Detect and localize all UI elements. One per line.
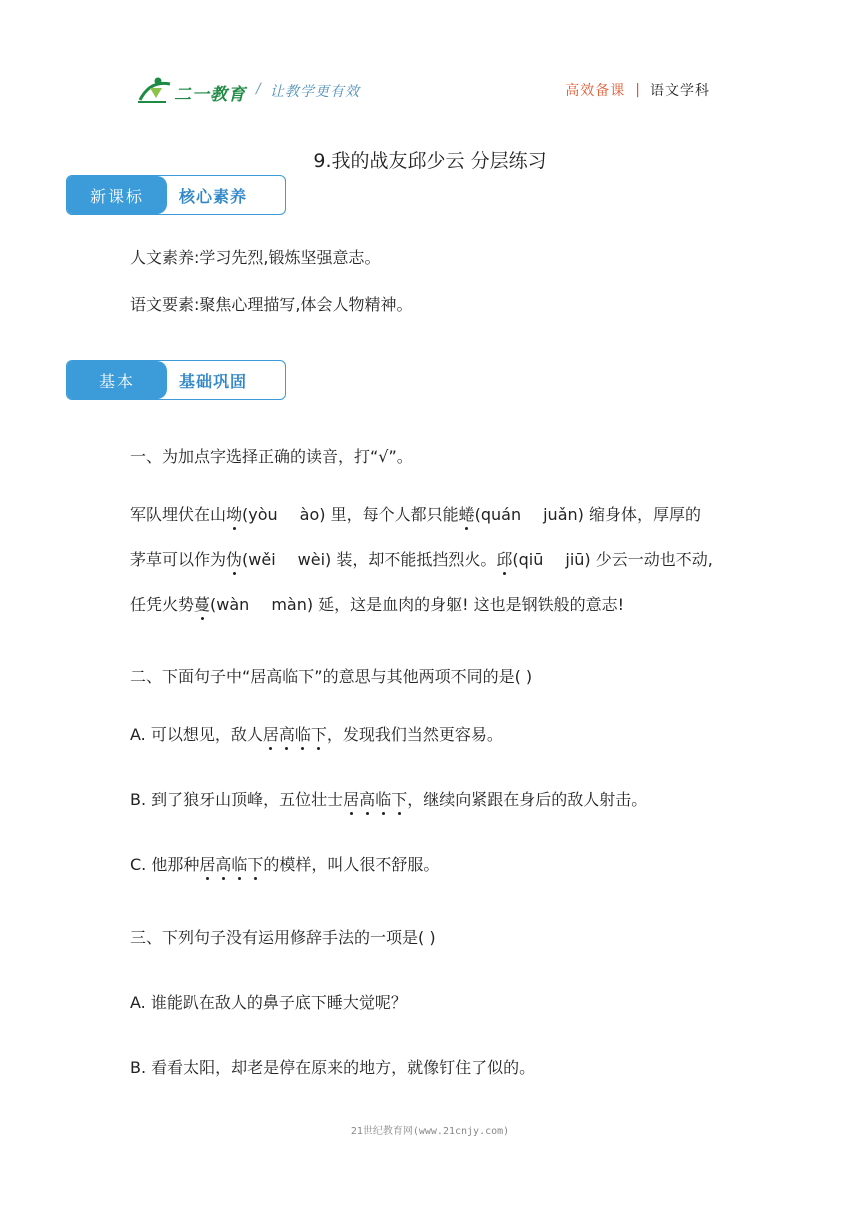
section-tag-right: 核心素养	[179, 186, 248, 206]
pinyin-option: (qiū	[512, 550, 544, 569]
slogan: 让教学更有效	[270, 84, 360, 100]
dotted-char: 高	[215, 852, 231, 875]
text-span: ，继续向紧跟在身后的敌人射击。	[407, 790, 648, 809]
dotted-char: 居	[343, 787, 359, 810]
section-tag-left: 基本	[67, 361, 167, 399]
text-span: 军队埋伏在山	[130, 505, 227, 524]
dotted-char: 下	[391, 787, 407, 810]
pinyin-option: (yòu	[242, 505, 278, 524]
question-2-title: 二、下面句子中“居高临下”的意思与其他两项不同的是( )	[130, 667, 533, 686]
dotted-char: 蔓	[194, 592, 210, 615]
header-tag-separator: |	[635, 82, 640, 98]
header-tag-subject: 语文学科	[650, 83, 710, 99]
pinyin-option: (wěi	[242, 550, 276, 569]
question-3-option-a: A. 谁能趴在敌人的鼻子底下睡大觉呢？	[130, 993, 407, 1012]
question-3-title: 三、下列句子没有运用修辞手法的一项是( )	[130, 928, 436, 947]
question-1-paragraph-line	[130, 547, 713, 570]
language-element-line: 语文要素:聚焦心理描写,体会人物精神。	[130, 295, 413, 314]
header-subject-tag	[565, 80, 710, 100]
dotted-char: 临	[295, 722, 311, 745]
dotted-char: 临	[231, 852, 247, 875]
question-3-option-b: B. 看看太阳，却老是停在原来的地方，就像钉住了似的。	[130, 1058, 536, 1077]
question-2-option-c	[130, 852, 439, 875]
dotted-char: 坳	[226, 502, 242, 525]
question-2-option-b	[130, 787, 647, 810]
slogan-separator: /	[256, 81, 261, 97]
core-literacy-line: 人文素养:学习先烈,锻炼坚强意志。	[130, 248, 381, 267]
text-span: 茅草可以作为	[130, 550, 227, 569]
dotted-char: 居	[263, 722, 279, 745]
section-tag-right: 基础巩固	[179, 371, 248, 391]
dotted-char: 居	[199, 852, 215, 875]
text-span: B. 到了狼牙山顶峰，五位壮士	[130, 790, 344, 809]
dotted-char: 临	[375, 787, 391, 810]
brand-logo-text: 二一教育	[174, 85, 246, 105]
page-footer: 21世纪教育网(www.21cnjy.com)	[350, 1126, 510, 1137]
question-1-paragraph-line	[130, 592, 624, 615]
section-tag-core	[66, 175, 286, 215]
page-title: 9.我的战友邱少云 分层练习	[313, 150, 547, 172]
text-span: ，发现我们当然更容易。	[326, 725, 503, 744]
dotted-char: 高	[359, 787, 375, 810]
text-span: 任凭火势	[130, 595, 195, 614]
text-span: juǎn) 缩身体，厚厚的	[543, 505, 701, 524]
section-tag-basic	[66, 360, 286, 400]
dotted-char: 下	[247, 852, 263, 875]
question-1-paragraph-line	[130, 502, 701, 525]
text-span: jiū) 少云一动也不动,	[565, 550, 713, 569]
text-span: wèi) 装，却不能抵挡烈火。	[297, 550, 497, 569]
text-span: ào) 里，每个人都只能	[299, 505, 459, 524]
dotted-char: 下	[311, 722, 327, 745]
dotted-char: 邱	[496, 547, 512, 570]
question-1-title: 一、为加点字选择正确的读音，打“√”。	[130, 447, 413, 466]
dotted-char: 伪	[226, 547, 242, 570]
section-tag-left: 新课标	[67, 176, 167, 214]
header-tag-red: 高效备课	[565, 83, 626, 99]
text-span: 的模样，叫人很不舒服。	[263, 855, 440, 874]
pinyin-option: (quán	[474, 505, 522, 524]
pinyin-option: (wàn	[210, 595, 250, 614]
text-span: C. 他那种	[130, 855, 200, 874]
text-span: màn) 延，这是血肉的身躯! 这也是钢铁般的意志!	[271, 595, 625, 614]
dotted-char: 蜷	[459, 502, 475, 525]
question-2-option-a	[130, 722, 503, 745]
dotted-char: 高	[279, 722, 295, 745]
text-span: A. 可以想见，敌人	[130, 725, 263, 744]
